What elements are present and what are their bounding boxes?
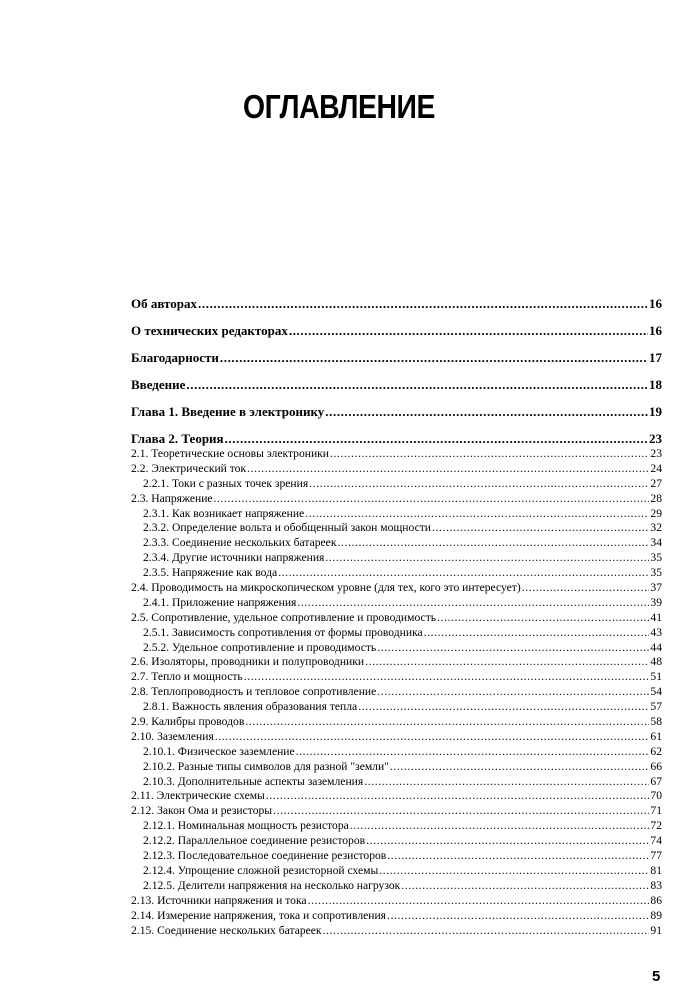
toc-entry-page: 62 xyxy=(650,744,662,758)
toc-entry-page: 67 xyxy=(650,774,662,788)
toc-entry-title: 2.10.3. Дополнительные аспекты заземления xyxy=(143,774,364,788)
dot-leader xyxy=(225,431,648,447)
toc-section-entry xyxy=(131,462,662,477)
toc-entry-title: 2.2.1. Токи с разных точек зрения xyxy=(143,476,309,490)
toc-entry-page: 48 xyxy=(650,655,662,669)
toc-entry-title: 2.3.3. Соединение нескольких батареек xyxy=(143,536,337,550)
toc-entry-title: О технических редакторах xyxy=(131,323,288,338)
toc-section-entry xyxy=(131,894,662,909)
toc-entry-page: 41 xyxy=(650,610,662,624)
toc-entry-page: 24 xyxy=(650,461,662,475)
toc-entry-title: 2.8.1. Важность явления образования тепла xyxy=(143,700,358,714)
toc-entry-title: 2.4.1. Приложение напряжения xyxy=(143,595,297,609)
toc-section-entry xyxy=(131,834,662,849)
toc-section-entry xyxy=(131,536,662,551)
toc-section-entry xyxy=(131,909,662,924)
page-title: ОГЛАВЛЕНИЕ xyxy=(242,88,436,125)
dot-leader xyxy=(366,834,649,849)
toc-section-entry xyxy=(131,641,662,656)
table-of-contents xyxy=(131,296,662,938)
dot-leader xyxy=(424,626,650,641)
dot-leader xyxy=(244,670,650,685)
toc-entry-page: 16 xyxy=(649,323,662,338)
toc-section-entry xyxy=(131,655,662,670)
dot-leader xyxy=(377,685,649,700)
toc-entry-page: 89 xyxy=(650,908,662,922)
dot-leader xyxy=(401,879,649,894)
toc-section-entry xyxy=(131,581,662,596)
toc-entry-title: 2.13. Источники напряжения и тока xyxy=(131,893,307,907)
toc-section-entry xyxy=(131,760,662,775)
dot-leader xyxy=(305,507,649,522)
toc-chapter-entry xyxy=(131,404,662,420)
dot-leader xyxy=(296,745,650,760)
toc-entry-title: 2.3. Напряжение xyxy=(131,491,213,505)
toc-entry-title: 2.3.5. Напряжение как вода xyxy=(143,566,278,580)
toc-entry-page: 77 xyxy=(650,849,662,863)
toc-entry-page: 91 xyxy=(650,923,662,937)
toc-entry-title: 2.15. Соединение нескольких батареек xyxy=(131,923,322,937)
dot-leader xyxy=(365,655,649,670)
dot-leader xyxy=(278,566,649,581)
toc-entry-page: 34 xyxy=(650,536,662,550)
dot-leader xyxy=(215,730,650,745)
toc-entry-title: 2.7. Тепло и мощность xyxy=(131,670,243,684)
toc-entry-title: 2.12.4. Упрощение сложной резисторной схемы xyxy=(143,863,379,877)
toc-entry-page: 19 xyxy=(649,404,662,419)
toc-entry-title: Глава 1. Введение в электронику xyxy=(131,404,325,419)
toc-entry-title: 2.5. Сопротивление, удельное сопротивление и проводимость xyxy=(131,610,437,624)
dot-leader xyxy=(323,924,650,939)
toc-entry-title: 2.12.5. Делители напряжения на несколько нагрузок xyxy=(143,878,401,892)
toc-entry-title: Введение xyxy=(131,377,186,392)
toc-section-entry xyxy=(131,715,662,730)
toc-entry-page: 17 xyxy=(649,350,662,365)
dot-leader xyxy=(387,849,649,864)
toc-entry-page: 54 xyxy=(650,685,662,699)
toc-section-entry xyxy=(131,789,662,804)
toc-chapter-entry xyxy=(131,377,662,393)
toc-entry-page: 61 xyxy=(650,729,662,743)
toc-entry-title: 2.3.2. Определение вольта и обобщенный закон мощности xyxy=(143,521,432,535)
dot-leader xyxy=(309,477,649,492)
dot-leader xyxy=(390,760,650,775)
dot-leader xyxy=(245,715,649,730)
toc-entry-page: 18 xyxy=(649,377,662,392)
toc-entry-title: 2.11. Электрические схемы xyxy=(131,789,265,803)
toc-entry-page: 23 xyxy=(649,431,662,446)
dot-leader xyxy=(247,462,649,477)
toc-entry-title: Об авторах xyxy=(131,296,198,311)
dot-leader xyxy=(337,536,649,551)
toc-section-entry xyxy=(131,507,662,522)
toc-section-entry xyxy=(131,849,662,864)
toc-section-entry xyxy=(131,819,662,834)
toc-entry-page: 81 xyxy=(650,863,662,877)
toc-entry-title: 2.4. Проводимость на микроскопическом уровне (для тех, кого это интересует) xyxy=(131,581,521,595)
toc-chapter-entry xyxy=(131,296,662,312)
dot-leader xyxy=(437,611,649,626)
toc-entry-page: 35 xyxy=(650,566,662,580)
toc-entry-title: Благодарности xyxy=(131,350,219,365)
toc-entry-title: 2.12.2. Параллельное соединение резисторов xyxy=(143,834,366,848)
dot-leader xyxy=(387,909,649,924)
toc-chapter-entry xyxy=(131,323,662,339)
toc-chapter-entry xyxy=(131,350,662,366)
toc-entry-title: 2.6. Изоляторы, проводники и полупроводники xyxy=(131,655,365,669)
toc-entry-page: 39 xyxy=(650,595,662,609)
toc-entry-page: 32 xyxy=(650,521,662,535)
toc-entry-title: 2.1. Теоретические основы электроники xyxy=(131,447,329,460)
toc-section-entry xyxy=(131,775,662,790)
toc-entry-title: 2.5.1. Зависимость сопротивления от формы проводника xyxy=(143,625,423,639)
dot-leader xyxy=(308,894,650,909)
toc-entry-page: 29 xyxy=(650,506,662,520)
toc-entry-title: 2.8. Теплопроводность и тепловое сопротивление xyxy=(131,685,377,699)
toc-entry-page: 23 xyxy=(650,447,662,460)
dot-leader xyxy=(273,804,649,819)
toc-entry-page: 86 xyxy=(650,893,662,907)
toc-entry-title: 2.12. Закон Ома и резисторы xyxy=(131,804,273,818)
toc-section-entry xyxy=(131,477,662,492)
toc-entry-title: 2.14. Измерение напряжения, тока и сопротивления xyxy=(131,908,386,922)
toc-entry-page: 51 xyxy=(650,670,662,684)
dot-leader xyxy=(198,296,648,312)
toc-entry-page: 58 xyxy=(650,715,662,729)
toc-section-entry xyxy=(131,804,662,819)
toc-section-entry xyxy=(131,447,662,462)
toc-entry-title: 2.3.4. Другие источники напряжения xyxy=(143,551,325,565)
toc-entry-title: 2.10.1. Физическое заземление xyxy=(143,744,295,758)
dot-leader xyxy=(358,700,649,715)
toc-entry-title: 2.9. Калибры проводов xyxy=(131,715,245,729)
toc-section-entry xyxy=(131,670,662,685)
toc-entry-page: 43 xyxy=(650,625,662,639)
toc-entry-page: 72 xyxy=(650,819,662,833)
dot-leader xyxy=(377,641,649,656)
toc-entry-title: 2.3.1. Как возникает напряжение xyxy=(143,506,305,520)
toc-entry-page: 66 xyxy=(650,759,662,773)
dot-leader xyxy=(220,350,648,366)
toc-entry-page: 35 xyxy=(650,551,662,565)
toc-section-entry xyxy=(131,700,662,715)
dot-leader xyxy=(379,864,649,879)
toc-entry-page: 71 xyxy=(650,804,662,818)
toc-entry-page: 70 xyxy=(650,789,662,803)
dot-leader xyxy=(297,596,649,611)
dot-leader xyxy=(522,581,650,596)
dot-leader xyxy=(364,775,649,790)
toc-entry-title: 2.2. Электрический ток xyxy=(131,461,247,475)
toc-section-entry xyxy=(131,521,662,536)
toc-entry-page: 57 xyxy=(650,700,662,714)
toc-entry-page: 74 xyxy=(650,834,662,848)
toc-entry-title: 2.5.2. Удельное сопротивление и проводимость xyxy=(143,640,377,654)
toc-section-entry xyxy=(131,492,662,507)
toc-section-entry xyxy=(131,611,662,626)
dot-leader xyxy=(289,323,648,339)
toc-section-entry xyxy=(131,879,662,894)
dot-leader xyxy=(266,789,650,804)
toc-entry-title: 2.12.1. Номинальная мощность резистора xyxy=(143,819,349,833)
toc-entry-page: 37 xyxy=(650,581,662,595)
toc-entry-page: 27 xyxy=(650,476,662,490)
dot-leader xyxy=(214,492,650,507)
dot-leader xyxy=(330,447,649,462)
dot-leader xyxy=(325,404,648,420)
toc-entry-title: 2.10.2. Разные типы символов для разной "земли" xyxy=(143,759,389,773)
toc-section-entry xyxy=(131,596,662,611)
toc-section-entry xyxy=(131,924,662,939)
toc-entry-title: Глава 2. Теория xyxy=(131,431,224,446)
toc-entry-title: 2.10. Заземления xyxy=(131,729,214,743)
page-number: 5 xyxy=(652,968,661,985)
toc-entry-page: 44 xyxy=(650,640,662,654)
toc-section-entry xyxy=(131,745,662,760)
toc-section-entry xyxy=(131,685,662,700)
toc-section-entry xyxy=(131,566,662,581)
dot-leader xyxy=(325,551,649,566)
toc-section-entry xyxy=(131,730,662,745)
toc-entry-page: 83 xyxy=(650,878,662,892)
toc-section-entry xyxy=(131,626,662,641)
toc-entry-page: 16 xyxy=(649,296,662,311)
toc-entry-title: 2.12.3. Последовательное соединение резисторов xyxy=(143,849,387,863)
toc-chapter-entry xyxy=(131,431,662,447)
dot-leader xyxy=(186,377,648,393)
dot-leader xyxy=(350,819,650,834)
toc-section-entry xyxy=(131,551,662,566)
toc-section-entry xyxy=(131,864,662,879)
toc-entry-page: 28 xyxy=(650,491,662,505)
dot-leader xyxy=(432,521,649,536)
